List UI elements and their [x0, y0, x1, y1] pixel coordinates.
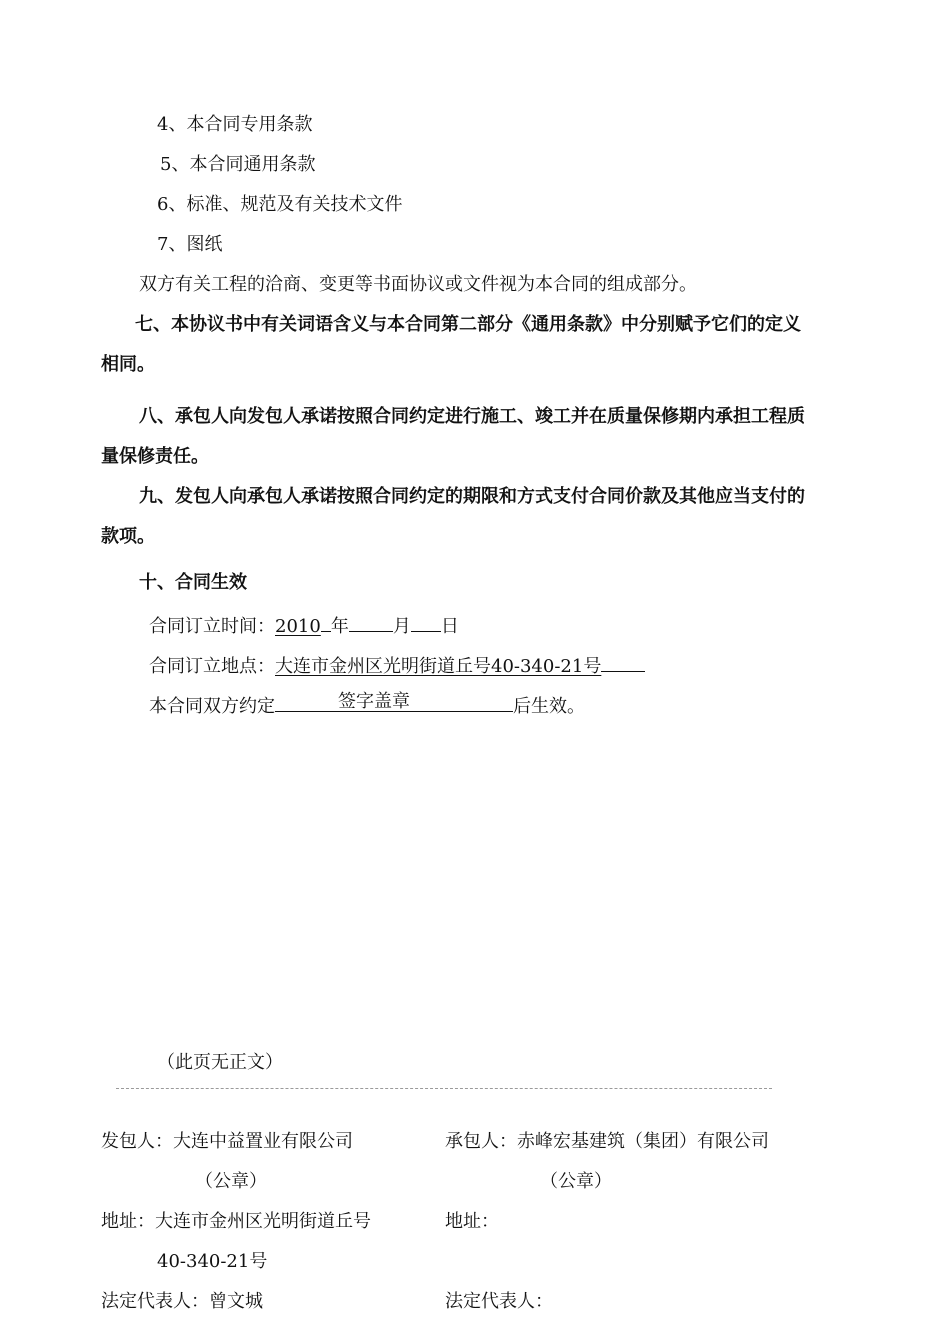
doc-item-6: 6、标准、规范及有关技术文件	[157, 194, 403, 215]
employer-address-line1: 地址：大连市金州区光明街道丘号	[101, 1211, 371, 1232]
doc-item-5: 5、本合同通用条款	[160, 154, 316, 175]
dashed-divider	[116, 1088, 772, 1089]
day-blank	[411, 612, 441, 632]
contract-time-row	[149, 612, 459, 639]
clause-9-line2: 款项。	[101, 526, 155, 547]
day-suffix: 日	[440, 616, 459, 637]
effective-blank	[275, 692, 513, 712]
contract-place-row	[149, 652, 645, 679]
year-suffix: 年	[330, 616, 349, 637]
contractor-legal-rep: 法定代表人：	[445, 1291, 553, 1312]
contractor-seal: （公章）	[540, 1171, 612, 1192]
clause-8-line2: 量保修责任。	[101, 446, 209, 467]
contract-year-value: 2010	[275, 616, 321, 637]
effective-suffix: 后生效。	[513, 696, 585, 717]
clause-9-line1: 九、发包人向承包人承诺按照合同约定的期限和方式支付合同价款及其他应当支付的	[139, 486, 805, 507]
effective-row	[149, 692, 585, 719]
contractor-label: 承包人：赤峰宏基建筑（集团）有限公司	[445, 1131, 769, 1152]
clause-7-line1: 七、本协议书中有关词语含义与本合同第二部分《通用条款》中分别赋予它们的定义	[135, 314, 801, 335]
clause-8-line1: 八、承包人向发包人承诺按照合同约定进行施工、竣工并在质量保修期内承担工程质	[139, 406, 805, 427]
employer-address-line2: 40-340-21号	[157, 1251, 268, 1272]
composition-note: 双方有关工程的洽商、变更等书面协议或文件视为本合同的组成部分。	[139, 274, 697, 295]
month-blank	[349, 612, 393, 632]
contractor-address: 地址：	[445, 1211, 499, 1232]
contract-place-value: 大连市金州区光明街道丘号40-340-21号	[275, 656, 602, 677]
contract-time-label: 合同订立时间：	[149, 616, 275, 637]
doc-item-7: 7、图纸	[157, 234, 223, 255]
employer-seal: （公章）	[195, 1171, 267, 1192]
month-suffix: 月	[392, 616, 411, 637]
contract-place-label: 合同订立地点：	[149, 656, 275, 677]
employer-label: 发包人：大连中益置业有限公司	[101, 1131, 353, 1152]
effective-value: 签字盖章	[338, 691, 410, 712]
clause-10-title: 十、合同生效	[139, 572, 247, 593]
employer-legal-rep: 法定代表人：曾文城	[101, 1291, 263, 1312]
effective-prefix: 本合同双方约定	[149, 696, 275, 717]
doc-item-4: 4、本合同专用条款	[157, 114, 313, 135]
no-text-note: （此页无正文）	[157, 1052, 283, 1073]
clause-7-line2: 相同。	[101, 354, 155, 375]
